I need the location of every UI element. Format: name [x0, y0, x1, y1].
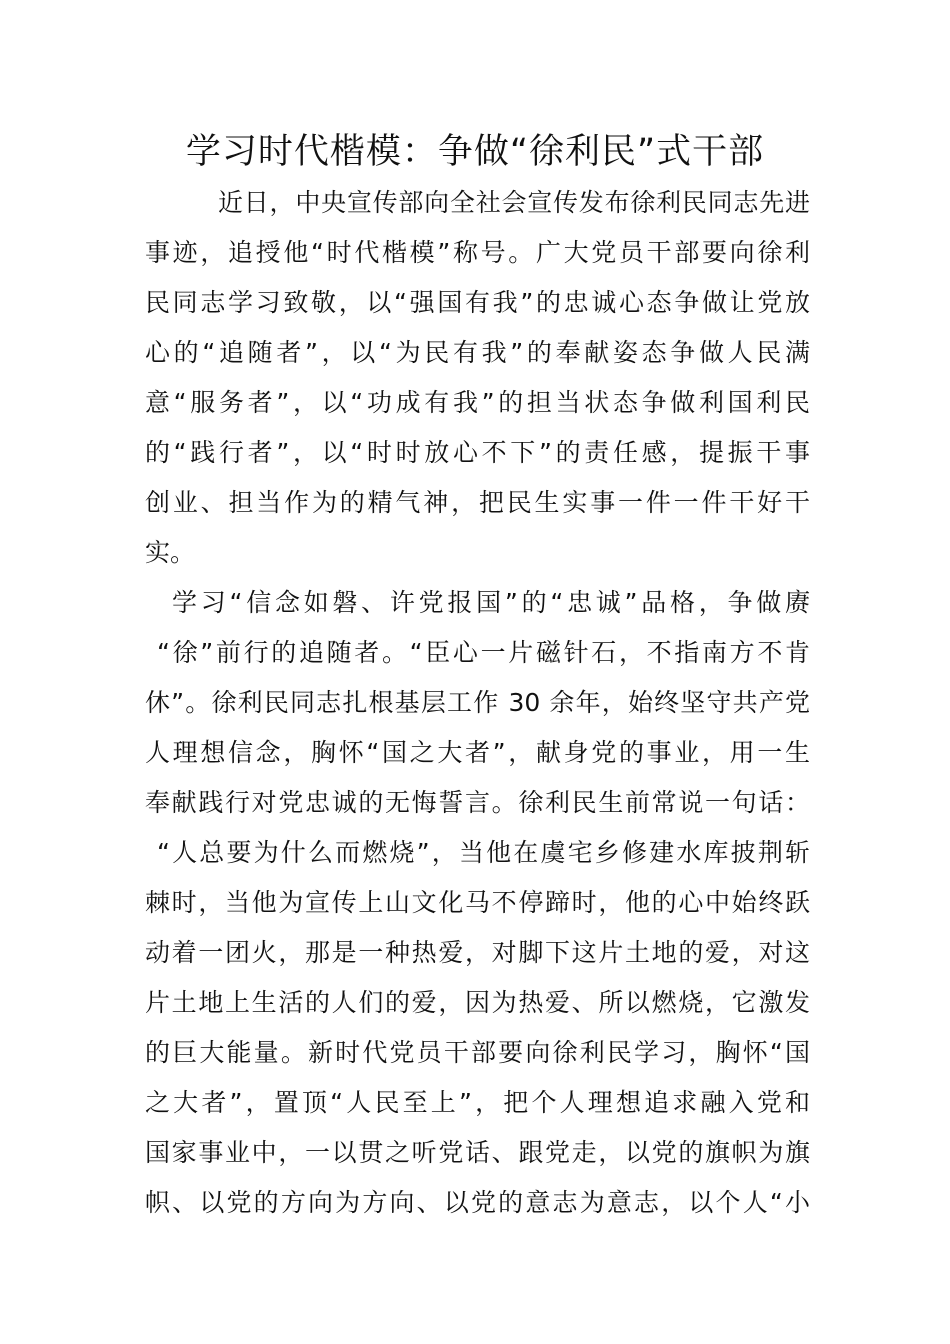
- text-line: 片土地上生活的人们的爱，因为热爱、所以燃烧，它激发: [145, 988, 810, 1017]
- text-line: “人总要为什么而燃烧”，当他在虞宅乡修建水库披荆斩: [157, 838, 810, 867]
- text-line: 近日，中央宣传部向全社会宣传发布徐利民同志先进: [218, 188, 810, 217]
- text-line: 民同志学习致敬，以“强国有我”的忠诚心态争做让党放: [145, 288, 810, 317]
- text-line: 心的“追随者”，以“为民有我”的奉献姿态争做人民满: [145, 338, 810, 367]
- paragraph-loyalty: [145, 578, 810, 1228]
- text-line: 的巨大能量。新时代党员干部要向徐利民学习，胸怀“国: [145, 1038, 810, 1067]
- text-line: 之大者”，置顶“人民至上”，把个人理想追求融入党和: [145, 1088, 810, 1117]
- text-line: 意“服务者”，以“功成有我”的担当状态争做利国利民: [145, 388, 810, 417]
- text-line: 实。: [145, 538, 196, 567]
- text-line: 学习“信念如磐、许党报国”的“忠诚”品格，争做赓: [172, 588, 810, 617]
- page-title: 学习时代楷模：争做“徐利民”式干部: [185, 132, 765, 172]
- document-body: [145, 178, 810, 1228]
- paragraph-intro: [145, 178, 810, 578]
- text-line: 帜、以党的方向为方向、以党的意志为意志，以个人“小: [145, 1188, 810, 1217]
- text-line: 动着一团火，那是一种热爱，对脚下这片土地的爱，对这: [145, 938, 810, 967]
- text-line: 的“践行者”，以“时时放心不下”的责任感，提振干事: [145, 438, 810, 467]
- text-line: 创业、担当作为的精气神，把民生实事一件一件干好干: [145, 488, 810, 517]
- text-line: 人理想信念，胸怀“国之大者”，献身党的事业，用一生: [145, 738, 810, 767]
- text-line: 国家事业中，一以贯之听党话、跟党走，以党的旗帜为旗: [145, 1138, 810, 1167]
- text-line: 休”。徐利民同志扎根基层工作 30 余年，始终坚守共产党: [145, 688, 810, 717]
- text-line: 棘时，当他为宣传上山文化马不停蹄时，他的心中始终跃: [145, 888, 810, 917]
- text-line: 奉献践行对党忠诚的无悔誓言。徐利民生前常说一句话：: [145, 788, 810, 817]
- text-line: “徐”前行的追随者。“臣心一片磁针石，不指南方不肯: [157, 638, 810, 667]
- text-line: 事迹，追授他“时代楷模”称号。广大党员干部要向徐利: [145, 238, 810, 267]
